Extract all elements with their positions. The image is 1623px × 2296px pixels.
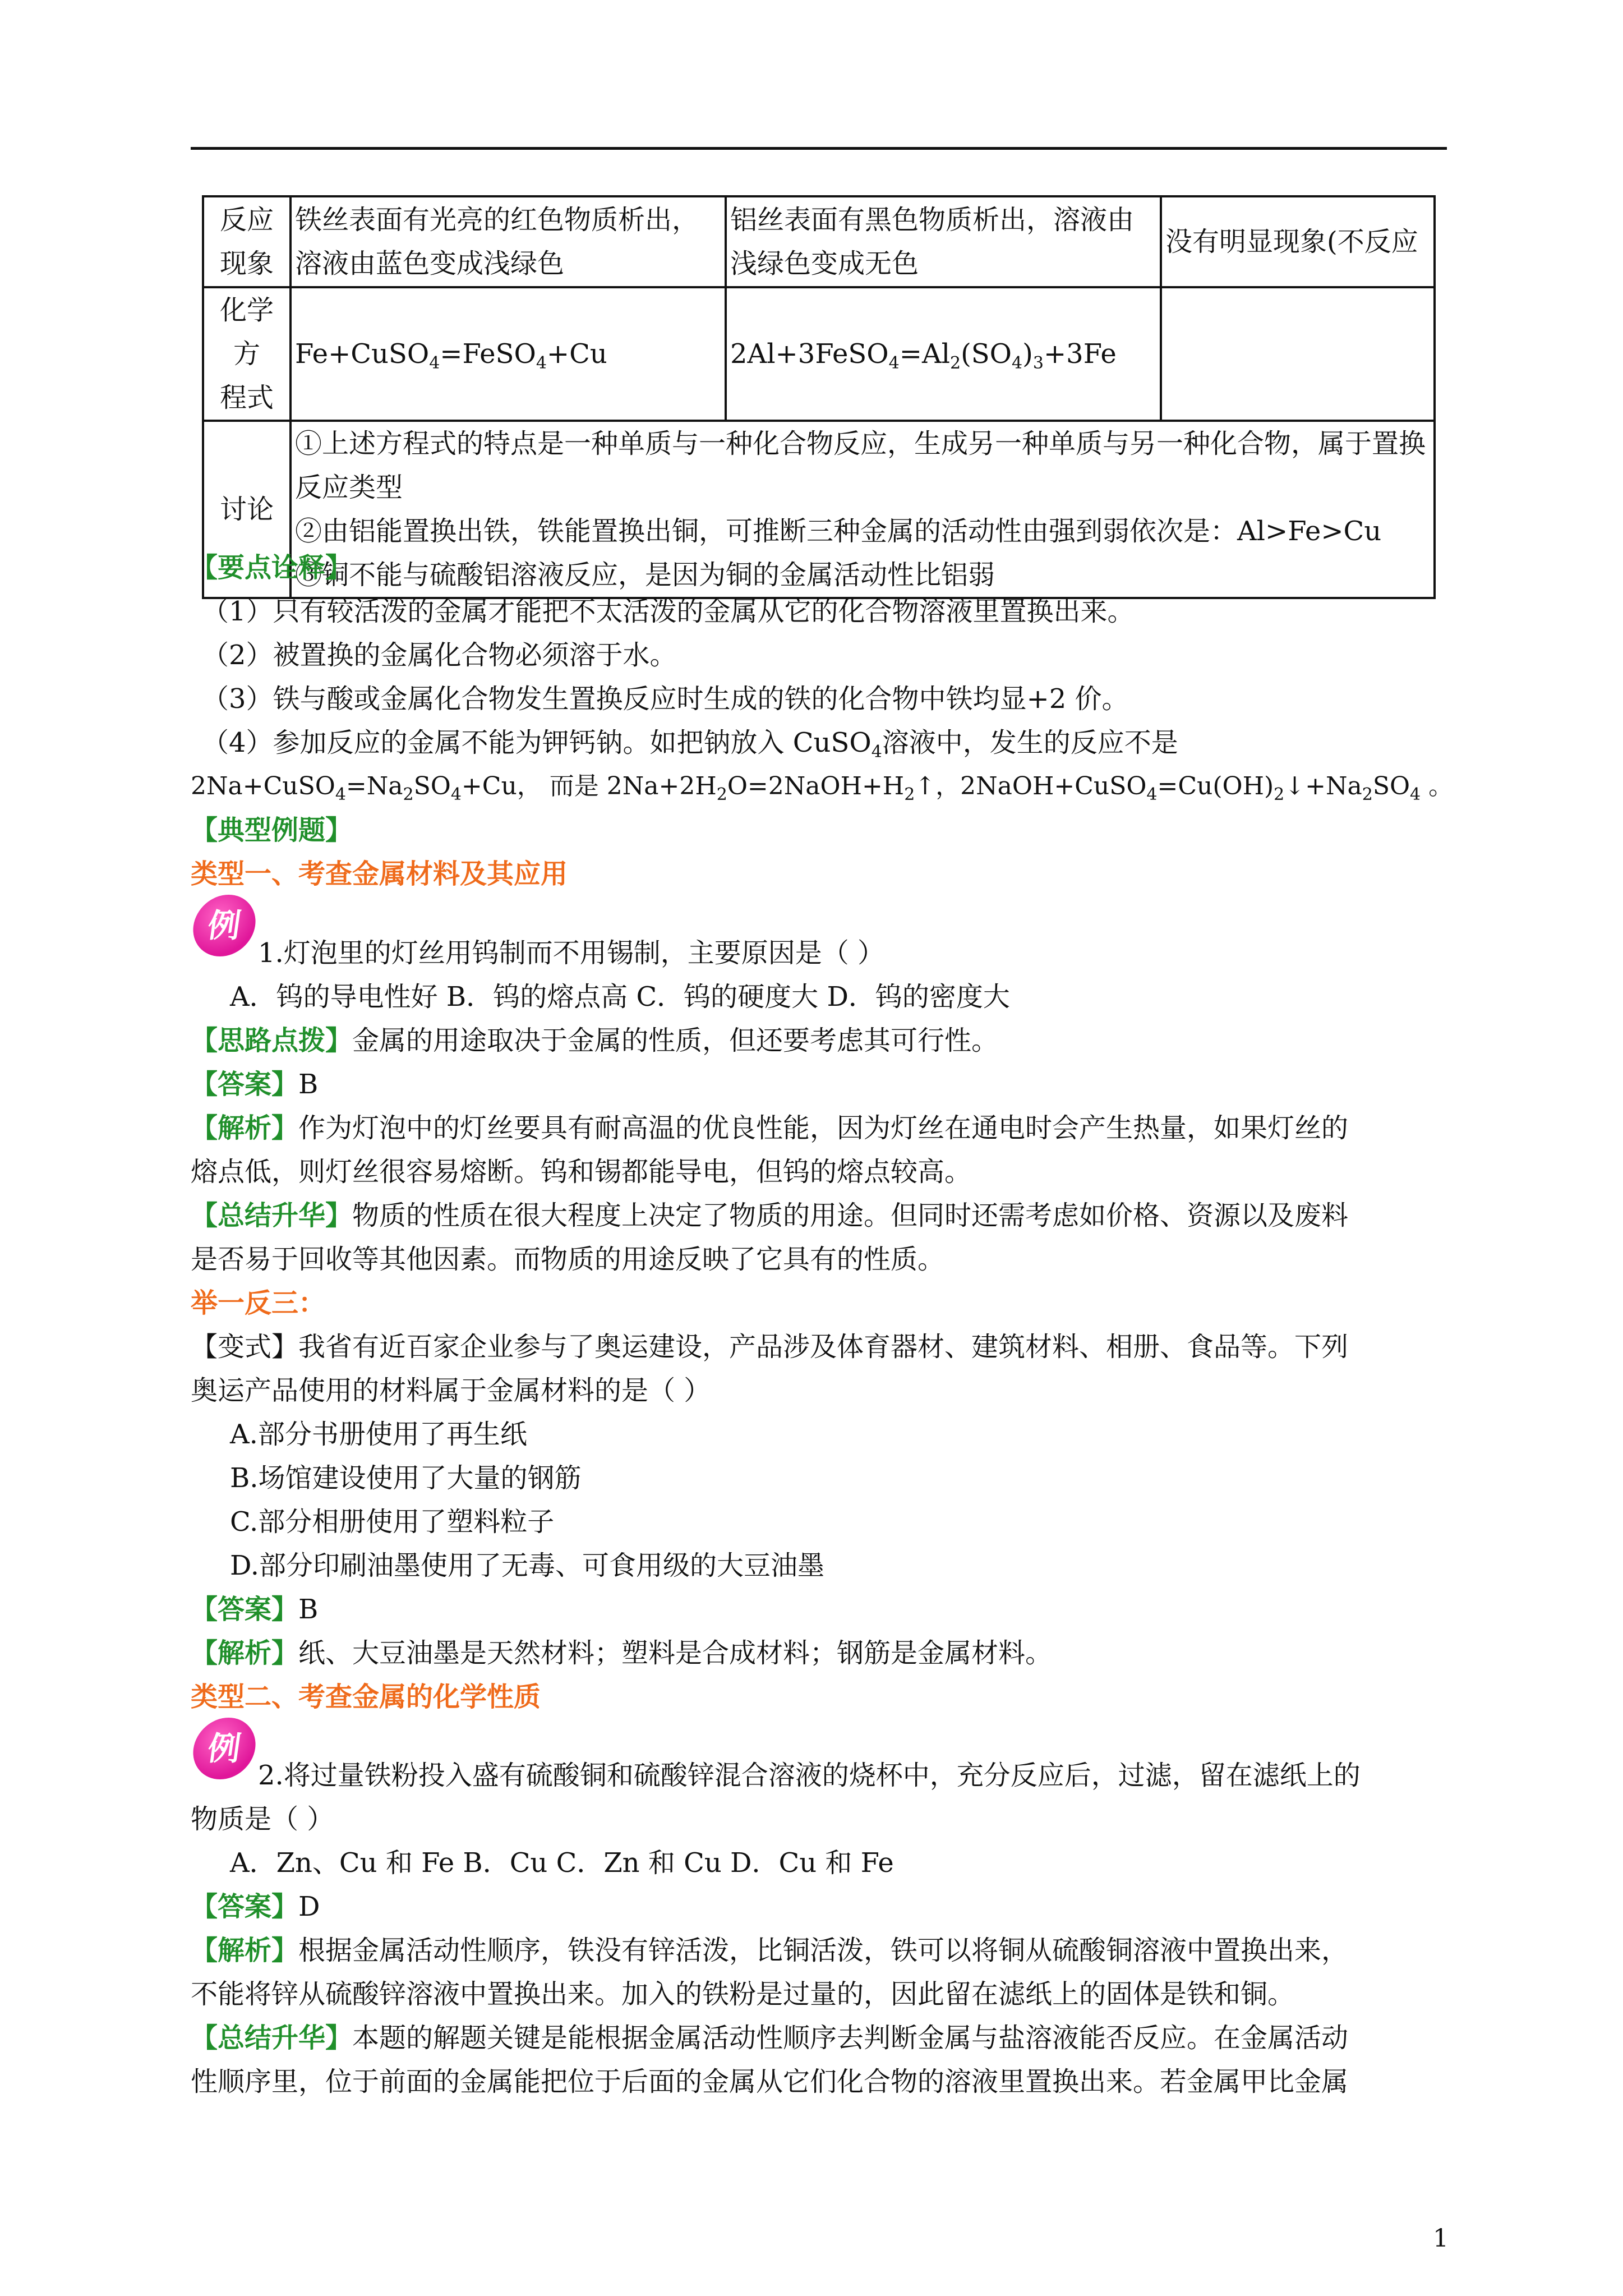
cell-al-equation: $2Al+3FeSO_4=Al_2(SO_4)_3+3Fe$ bbox=[726, 287, 1161, 421]
summary-row-cont: 是否易于回收等其他因素。而物质的用途反映了它具有的性质。 bbox=[191, 1244, 945, 1275]
cell-fe-equation: Fe+CuSO$_4$=FeSO$_4$+Cu bbox=[291, 287, 726, 421]
variant-option-d: D.部分印刷油墨使用了无毒、可食用级的大豆油墨 bbox=[230, 1550, 825, 1581]
variant-option-b: B.场馆建设使用了大量的钢筋 bbox=[230, 1462, 582, 1494]
variant-analysis-row: 【解析】纸、大豆油墨是天然材料；塑料是合成材料；钢筋是金属材料。 bbox=[191, 1637, 1053, 1669]
analysis-row-2: 【解析】根据金属活动性顺序，铁没有锌活泼，比铜活泼，铁可以将铜从硫酸铜溶液中置换出来， bbox=[191, 1935, 1349, 1966]
header-rule bbox=[191, 147, 1447, 150]
question-1-options: A．钨的导电性好 B．钨的熔点高 C．钨的硬度大 D．钨的密度大 bbox=[230, 981, 1010, 1013]
key-point-1: （1）只有较活泼的金属才能把不太活泼的金属从它的化合物溶液里置换出来。 bbox=[202, 596, 1135, 627]
answer-row-2: 【答案】D bbox=[191, 1891, 320, 1922]
table-row bbox=[203, 196, 1435, 287]
analysis-row-cont: 熔点低，则灯丝很容易熔断。钨和锡都能导电，但钨的熔点较高。 bbox=[191, 1156, 972, 1188]
summary-row: 【总结升华】物质的性质在很大程度上决定了物质的用途。但同时还需考虑如价格、资源以及废料 bbox=[191, 1200, 1349, 1231]
answer-row: 【答案】B bbox=[191, 1069, 319, 1100]
practice-heading: 举一反三： bbox=[191, 1287, 326, 1319]
summary-row-2: 【总结升华】本题的解题关键是能根据金属活动性顺序去判断金属与盐溶液能否反应。在金属活动 bbox=[191, 2022, 1349, 2054]
row-label-equation: 化学方 程式 bbox=[203, 287, 291, 421]
analysis-row-2-cont: 不能将锌从硫酸锌溶液中置换出来。加入的铁粉是过量的，因此留在滤纸上的固体是铁和铜。 bbox=[191, 1978, 1295, 2010]
variant-answer-row: 【答案】B bbox=[191, 1594, 319, 1625]
question-2: 2.将过量铁粉投入盛有硫酸铜和硫酸锌混合溶液的烧杯中，充分反应后，过滤，留在滤纸上的 bbox=[258, 1760, 1361, 1791]
variant-question: 【变式】我省有近百家企业参与了奥运建设，产品涉及体育器材、建筑材料、相册、食品等。下列 bbox=[191, 1331, 1349, 1363]
type2-heading: 类型二、考查金属的化学性质 bbox=[191, 1681, 541, 1713]
key-point-4: （4）参加反应的金属不能为钾钙钠。如把钠放入 CuSO$_4$溶液中，发生的反应不是 bbox=[202, 727, 1178, 762]
cell-discussion bbox=[291, 421, 1435, 598]
key-point-4-equations: $2Na+CuSO_4=Na_2SO_4+Cu$， 而是 $2Na+2H_2O=2NaOH+H_2↑$，$2NaOH+CuSO_4=Cu(OH)_2↓+Na_2SO_4$ 。 bbox=[191, 772, 1454, 804]
cell-cu-phenomenon: 没有明显现象(不反应 bbox=[1161, 196, 1435, 287]
key-points-heading: 【要点诠释】 bbox=[191, 552, 353, 583]
table-row bbox=[203, 421, 1435, 598]
discussion-item: ③铜不能与硫酸铝溶液反应，是因为铜的金属活动性比铝弱 bbox=[295, 559, 995, 591]
summary-row-2-cont: 性顺序里，位于前面的金属能把位于后面的金属从它们化合物的溶液里置换出来。若金属甲比金属 bbox=[191, 2066, 1349, 2097]
variant-option-a: A.部分书册使用了再生纸 bbox=[230, 1419, 527, 1450]
question-2-options: A．Zn、Cu 和 Fe B．Cu C．Zn 和 Cu D．Cu 和 Fe bbox=[230, 1847, 894, 1879]
cell-cu-equation bbox=[1161, 287, 1435, 421]
cell-al-feso4-phenomenon: 铝丝表面有黑色物质析出，溶液由浅绿色变成无色 bbox=[726, 196, 1161, 287]
analysis-row: 【解析】作为灯泡中的灯丝要具有耐高温的优良性能，因为灯丝在通电时会产生热量，如果灯丝的 bbox=[191, 1112, 1349, 1144]
example-badge-icon: 例 bbox=[189, 895, 259, 956]
variant-option-c: C.部分相册使用了塑料粒子 bbox=[230, 1506, 555, 1538]
question-2-cont: 物质是（ ） bbox=[191, 1803, 334, 1835]
question-1: 1.灯泡里的灯丝用钨制而不用锡制，主要原因是（ ） bbox=[258, 937, 885, 969]
row-label-phenomenon: 反应 现象 bbox=[203, 196, 291, 287]
type1-heading: 类型一、考查金属材料及其应用 bbox=[191, 858, 568, 890]
example-badge-icon: 例 bbox=[189, 1718, 259, 1779]
hint-row: 【思路点拨】金属的用途取决于金属的性质，但还要考虑其可行性。 bbox=[191, 1025, 999, 1056]
variant-question-cont: 奥运产品使用的材料属于金属材料的是（ ） bbox=[191, 1375, 711, 1406]
table-row bbox=[203, 287, 1435, 421]
page-number: 1 bbox=[1433, 2224, 1449, 2253]
examples-heading: 【典型例题】 bbox=[191, 815, 353, 846]
reaction-table bbox=[202, 195, 1436, 599]
key-point-2: （2）被置换的金属化合物必须溶于水。 bbox=[202, 639, 677, 671]
row-label-discussion: 讨论 bbox=[203, 421, 291, 598]
key-point-3: （3）铁与酸或金属化合物发生置换反应时生成的铁的化合物中铁均显+2 价。 bbox=[202, 683, 1129, 715]
cell-fe-cuso4-phenomenon: 铁丝表面有光亮的红色物质析出，溶液由蓝色变成浅绿色 bbox=[291, 196, 726, 287]
discussion-item: ①上述方程式的特点是一种单质与一种化合物反应，生成另一种单质与另一种化合物，属于置换反应类型 bbox=[295, 428, 1426, 503]
discussion-item: ②由铝能置换出铁，铁能置换出铜，可推断三种金属的活动性由强到弱依次是：Al>Fe>Cu bbox=[295, 516, 1382, 547]
